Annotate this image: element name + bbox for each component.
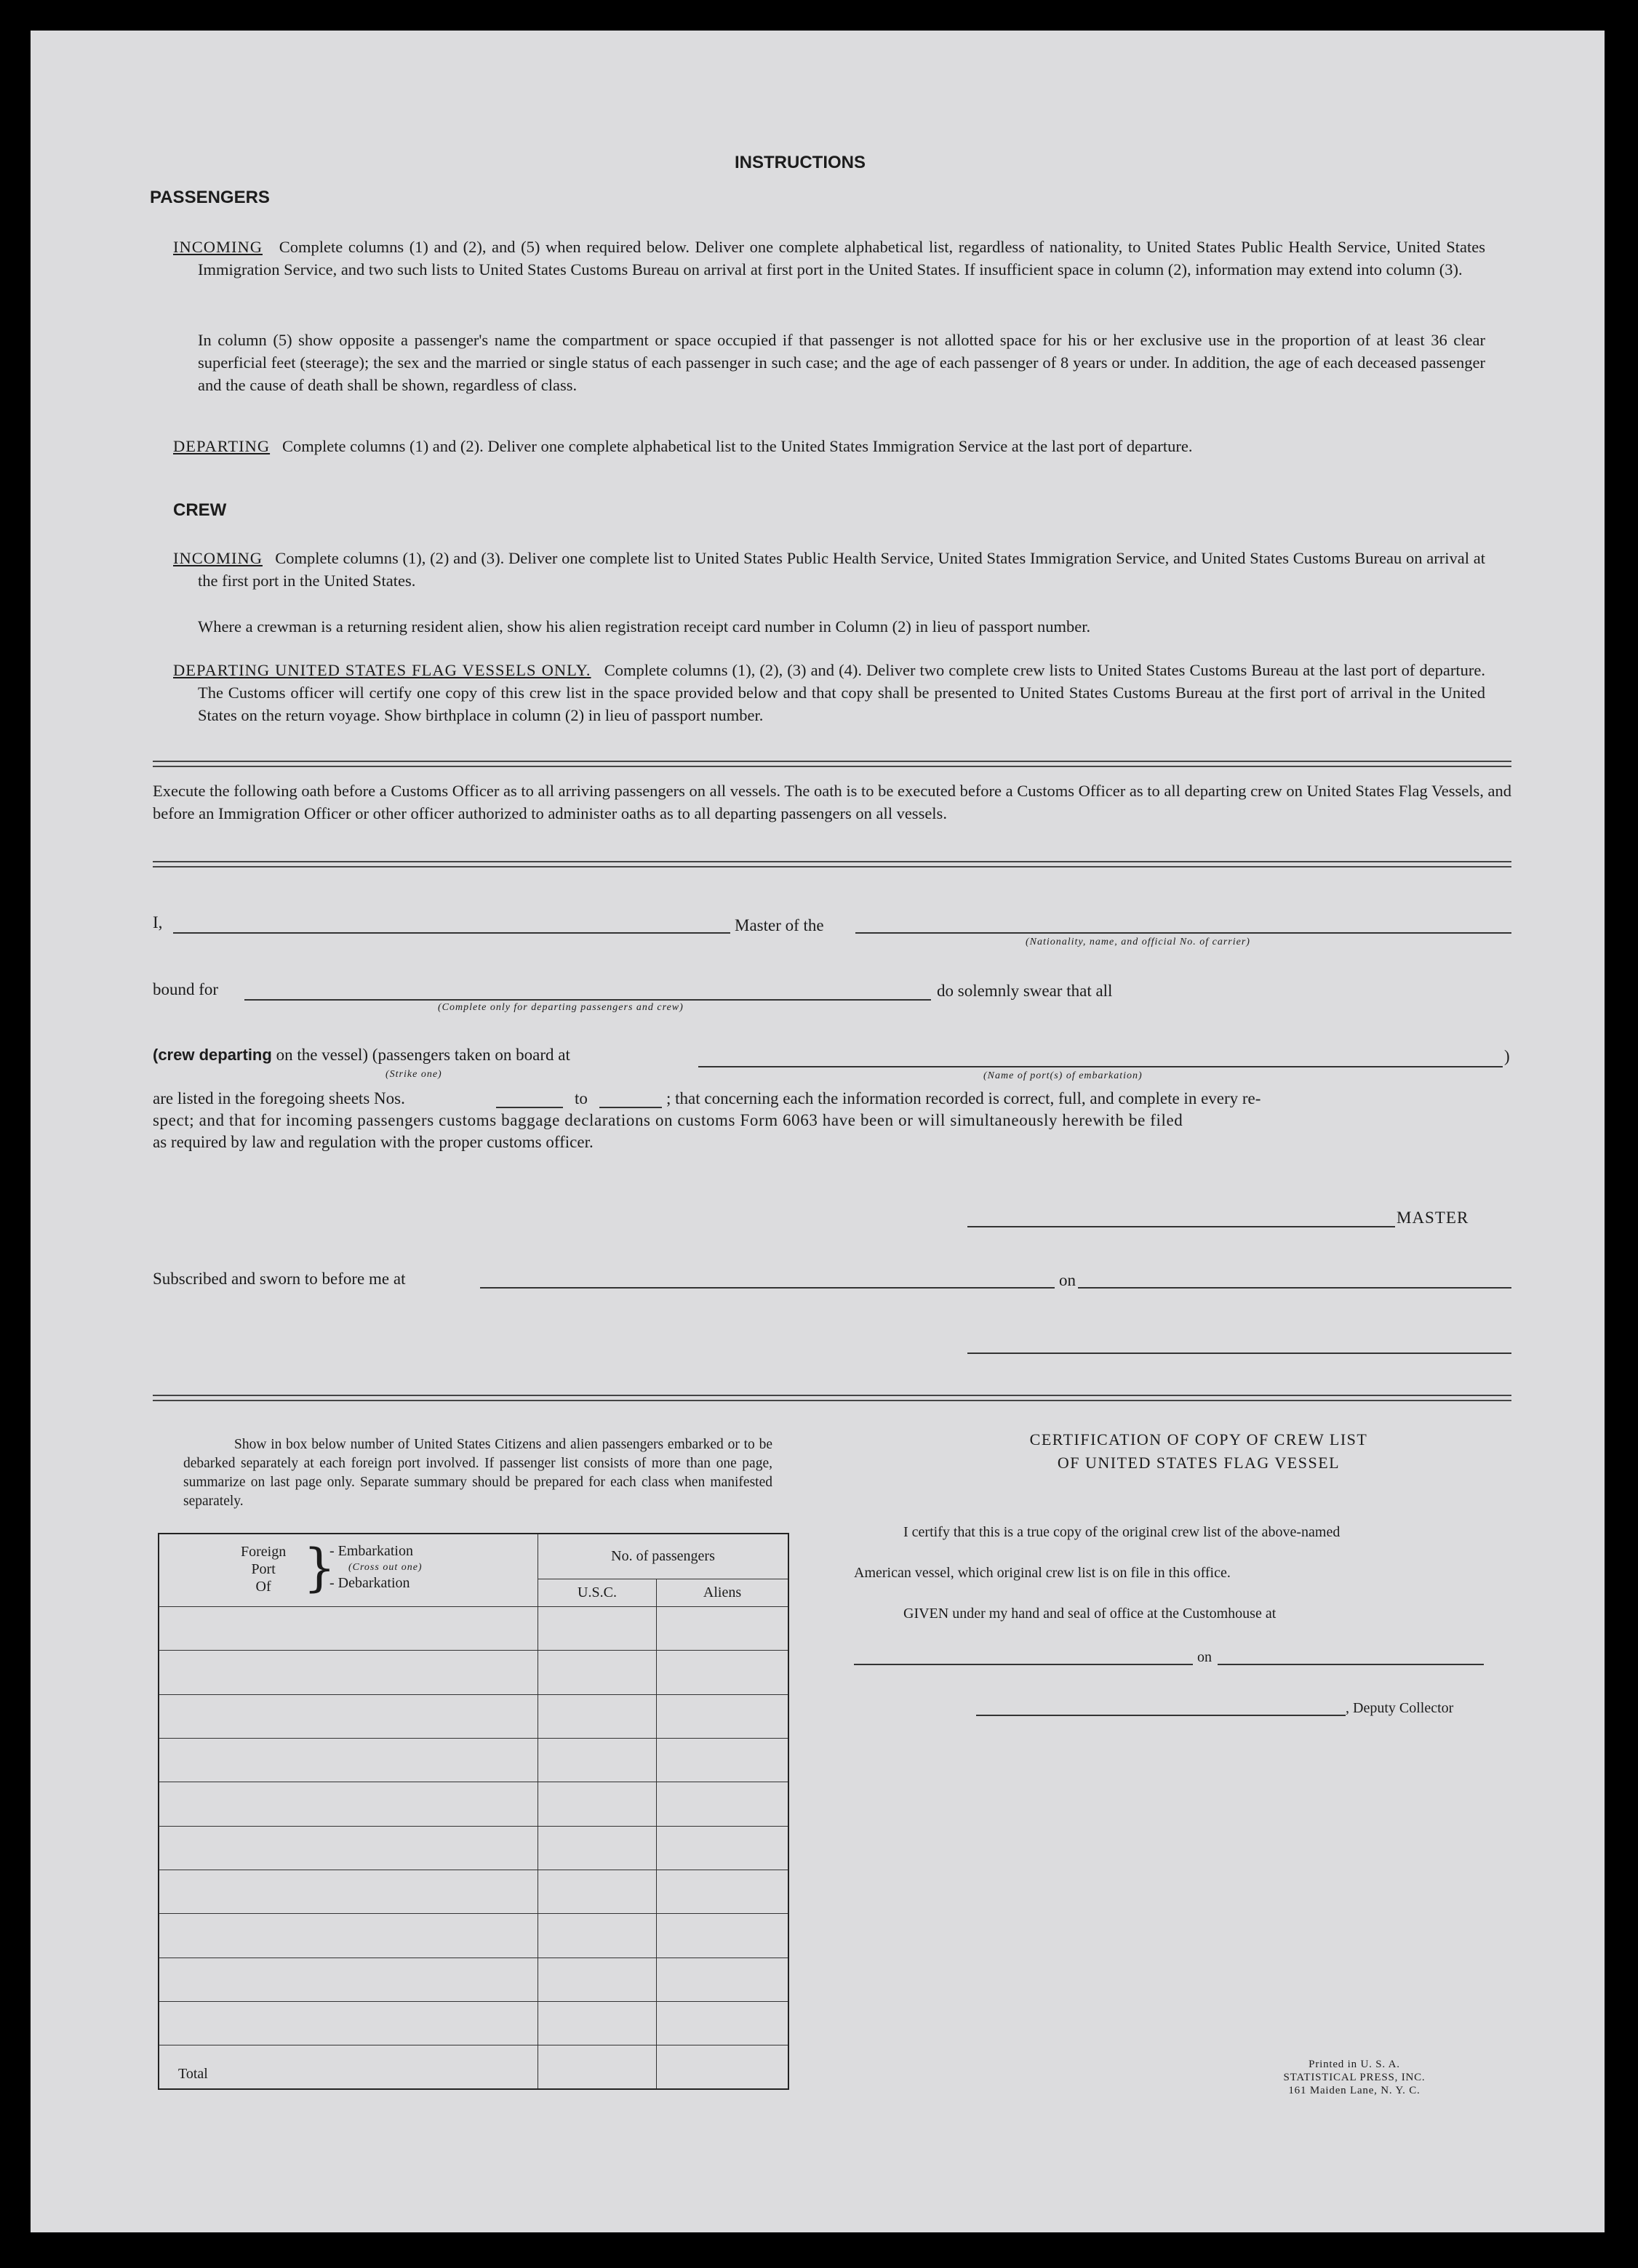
port-cell[interactable] <box>159 1738 538 1782</box>
crew-departing-paragraph <box>173 659 1486 726</box>
total-usc-cell[interactable] <box>538 2045 657 2089</box>
aliens-cell[interactable] <box>657 1607 789 1651</box>
subscribed-place-field[interactable] <box>480 1287 1055 1289</box>
bound-hint: (Complete only for departing passengers and crew) <box>438 1002 684 1013</box>
passengers-departing-paragraph <box>173 435 1485 457</box>
strike-hint: (Strike one) <box>385 1069 442 1080</box>
port-cell[interactable] <box>159 1958 538 2001</box>
usc-cell[interactable] <box>538 1607 657 1651</box>
aliens-cell[interactable] <box>657 1738 789 1782</box>
usc-cell[interactable] <box>538 1958 657 2001</box>
certify-line-1: I certify that this is a true copy of the original crew list of the above-named <box>903 1524 1341 1540</box>
cross-out-hint: (Cross out one) <box>348 1562 423 1573</box>
usc-cell[interactable] <box>538 1826 657 1870</box>
close-paren: ) <box>1504 1047 1510 1065</box>
summary-instruction: Show in box below number of United States Citizens and alien passengers embarked or to be debarked separately at each foreign port involved. If passenger list consists of more than one page, summarize on last page only. Separate summary should be prepared for each class when manifested separately. <box>183 1437 772 1509</box>
certification-on-label: on <box>1197 1649 1212 1665</box>
debarkation-label: - Debarkation <box>329 1575 410 1591</box>
aliens-header: Aliens <box>657 1579 789 1606</box>
to-label: to <box>575 1089 588 1107</box>
port-cell[interactable] <box>159 1651 538 1694</box>
certification-title-line2: OF UNITED STATES FLAG VESSEL <box>1057 1454 1341 1472</box>
table-row <box>159 1870 788 1913</box>
strike-line <box>153 1046 570 1065</box>
crew-resident-paragraph: Where a crewman is a returning resident alien, show his alien registration receipt card number in Column (2) in lieu of passport number. <box>198 617 1091 636</box>
oath-i-label: I, <box>153 913 163 931</box>
brace-icon: } <box>303 1538 336 1598</box>
crew-departing-label: DEPARTING UNITED STATES FLAG VESSELS ONLY. <box>173 661 591 679</box>
listed-line-2: spect; and that for incoming passengers customs baggage declarations on customs Form 6063 have been or will simultaneously herewith be filed <box>153 1111 1183 1129</box>
usc-header: U.S.C. <box>538 1579 657 1606</box>
passengers-incoming-text: Complete columns (1) and (2), and (5) when required below. Deliver one complete alphabetical list, regardless of nationality, to United States Public Health Service, United States Immigration Service, and two such lists to United States Customs Bureau on arrival at first port in the United States. If insufficient space in column (2), information may extend into column (3). <box>198 238 1486 279</box>
port-cell[interactable] <box>159 1607 538 1651</box>
on-vessel-text: on the vessel) <box>276 1046 369 1064</box>
table-row <box>159 1607 788 1651</box>
total-label-cell <box>159 2045 538 2089</box>
bound-for-field[interactable] <box>244 999 931 1001</box>
crew-incoming-text: Complete columns (1), (2) and (3). Deliver one complete list to United States Public Health Service, United States Immigration Service, and United States Customs Bureau on arrival at the first port in the United States. <box>198 549 1485 590</box>
customhouse-field[interactable] <box>854 1664 1193 1665</box>
deputy-signature-field[interactable] <box>976 1715 1346 1716</box>
usc-cell[interactable] <box>538 1694 657 1738</box>
port-cell[interactable] <box>159 1694 538 1738</box>
table-row <box>159 1958 788 2001</box>
printer-imprint <box>1267 2058 1442 2097</box>
usc-cell[interactable] <box>538 1870 657 1913</box>
usc-cell[interactable] <box>538 1738 657 1782</box>
port-cell[interactable] <box>159 1782 538 1826</box>
divider-1 <box>153 761 1511 767</box>
swear-label: do solemnly swear that all <box>937 982 1113 1000</box>
crew-departing-text: Complete columns (1), (2), (3) and (4). Deliver two complete crew lists to United States Customs Bureau at the last port of departure. The Customs officer will certify one copy of this crew list in the space provided below and that copy shall be presented to United States Customs Bureau at the first port of arrival in the United States on the return voyage. Show birthplace in column (2) in lieu of passport number. <box>198 661 1486 724</box>
sheet-to-field[interactable] <box>599 1107 662 1108</box>
divider-3 <box>153 1395 1511 1401</box>
deputy-collector-label: , Deputy Collector <box>1346 1700 1454 1716</box>
usc-cell[interactable] <box>538 1782 657 1826</box>
passengers-incoming-paragraph <box>173 236 1486 281</box>
passenger-summary-table <box>158 1533 789 2090</box>
certify-line-2: American vessel, which original crew list is on file in this office. <box>854 1565 1231 1581</box>
crew-departing-choice: (crew departing <box>153 1046 272 1064</box>
usc-cell[interactable] <box>538 2001 657 2045</box>
divider-2 <box>153 861 1511 867</box>
passengers-departing-text: Complete columns (1) and (2). Deliver one complete alphabetical list to the United States Immigration Service at the last port of departure. <box>281 437 1193 455</box>
port-word: Port <box>251 1561 276 1577</box>
table-row <box>159 1914 788 1958</box>
port-hint: (Name of port(s) of embarkation) <box>983 1070 1143 1081</box>
printer-line1: Printed in U. S. A. <box>1309 2059 1400 2070</box>
subscribed-date-field[interactable] <box>1078 1287 1511 1289</box>
master-of-label: Master of the <box>735 916 824 934</box>
crew-incoming-label: INCOMING <box>173 549 263 567</box>
foreign-word: Foreign <box>241 1544 287 1560</box>
bound-for-label: bound for <box>153 980 219 998</box>
table-row <box>159 1651 788 1694</box>
printer-line3: 161 Maiden Lane, N. Y. C. <box>1288 2085 1421 2096</box>
port-cell[interactable] <box>159 1870 538 1913</box>
aliens-cell[interactable] <box>657 1782 789 1826</box>
passengers-taken-choice: (passengers taken on board at <box>372 1046 570 1064</box>
table-row <box>159 1738 788 1782</box>
usc-cell[interactable] <box>538 1914 657 1958</box>
table-row <box>159 1782 788 1826</box>
certification-date-field[interactable] <box>1218 1664 1484 1665</box>
passengers-departing-label: DEPARTING <box>173 437 271 455</box>
printer-line2: STATISTICAL PRESS, INC. <box>1283 2072 1426 2083</box>
subscribed-label: Subscribed and sworn to before me at <box>153 1270 406 1288</box>
subscribed-on-label: on <box>1059 1271 1076 1289</box>
aliens-cell[interactable] <box>657 2001 789 2045</box>
officer-signature-field[interactable] <box>967 1353 1511 1354</box>
passengers-incoming-label: INCOMING <box>173 238 263 256</box>
carrier-field[interactable] <box>855 932 1511 934</box>
master-name-field[interactable] <box>173 932 730 934</box>
passengers-heading: PASSENGERS <box>150 188 270 207</box>
crew-heading: CREW <box>173 500 227 520</box>
port-cell[interactable] <box>159 2001 538 2045</box>
carrier-hint: (Nationality, name, and official No. of carrier) <box>1026 937 1250 947</box>
listed-rest: ; that concerning each the information recorded is correct, full, and complete in every re- <box>666 1089 1261 1107</box>
certification-title-line1: CERTIFICATION OF COPY OF CREW LIST <box>1029 1430 1368 1448</box>
total-label: Total <box>178 2066 208 2083</box>
port-cell[interactable] <box>159 1826 538 1870</box>
aliens-cell[interactable] <box>657 1651 789 1694</box>
aliens-cell[interactable] <box>657 1870 789 1913</box>
total-aliens-cell[interactable] <box>657 2045 789 2089</box>
embarkation-port-field[interactable] <box>698 1066 1503 1067</box>
table-row <box>159 2001 788 2045</box>
listed-line-3: as required by law and regulation with the proper customs officer. <box>153 1133 594 1151</box>
table-row <box>159 1694 788 1738</box>
table-row <box>159 1826 788 1870</box>
master-label: MASTER <box>1397 1209 1469 1227</box>
certification-title <box>970 1428 1427 1475</box>
usc-cell[interactable] <box>538 1651 657 1694</box>
foreign-port-header <box>159 1534 538 1607</box>
sheet-from-field[interactable] <box>496 1107 563 1108</box>
aliens-cell[interactable] <box>657 1826 789 1870</box>
embarkation-label: - Embarkation <box>329 1543 413 1559</box>
listed-start: are listed in the foregoing sheets Nos. <box>153 1089 405 1107</box>
port-cell[interactable] <box>159 1914 538 1958</box>
no-passengers-header: No. of passengers <box>538 1534 789 1579</box>
oath-intro: Execute the following oath before a Customs Officer as to all arriving passengers on all vessels. The oath is to be executed before a Customs Officer as to all departing crew on United States Flag Vessels, and before an Immigration Officer or other officer authorized to administer oaths as to all departing passengers on all vessels. <box>153 782 1511 822</box>
aliens-cell[interactable] <box>657 1914 789 1958</box>
passengers-column5-paragraph: In column (5) show opposite a passenger's name the compartment or space occupied if that passenger is not allotted space for his or her exclusive use in the proportion of at least 36 clear superficial feet (steerage); the sex and the married or single status of each passenger in such case; and the age of each passenger of 8 years or under. In addition, the age of each deceased passenger and the cause of death shall be shown, regardless of class. <box>198 331 1485 394</box>
instructions-title: INSTRUCTIONS <box>735 153 866 172</box>
crew-incoming-paragraph <box>173 547 1485 592</box>
master-signature-field[interactable] <box>967 1226 1395 1227</box>
foreign-port-label <box>241 1543 286 1595</box>
of-word: Of <box>255 1579 271 1595</box>
form-sheet <box>31 31 1605 2232</box>
aliens-cell[interactable] <box>657 1958 789 2001</box>
given-line: GIVEN under my hand and seal of office at the Customhouse at <box>903 1606 1277 1622</box>
aliens-cell[interactable] <box>657 1694 789 1738</box>
